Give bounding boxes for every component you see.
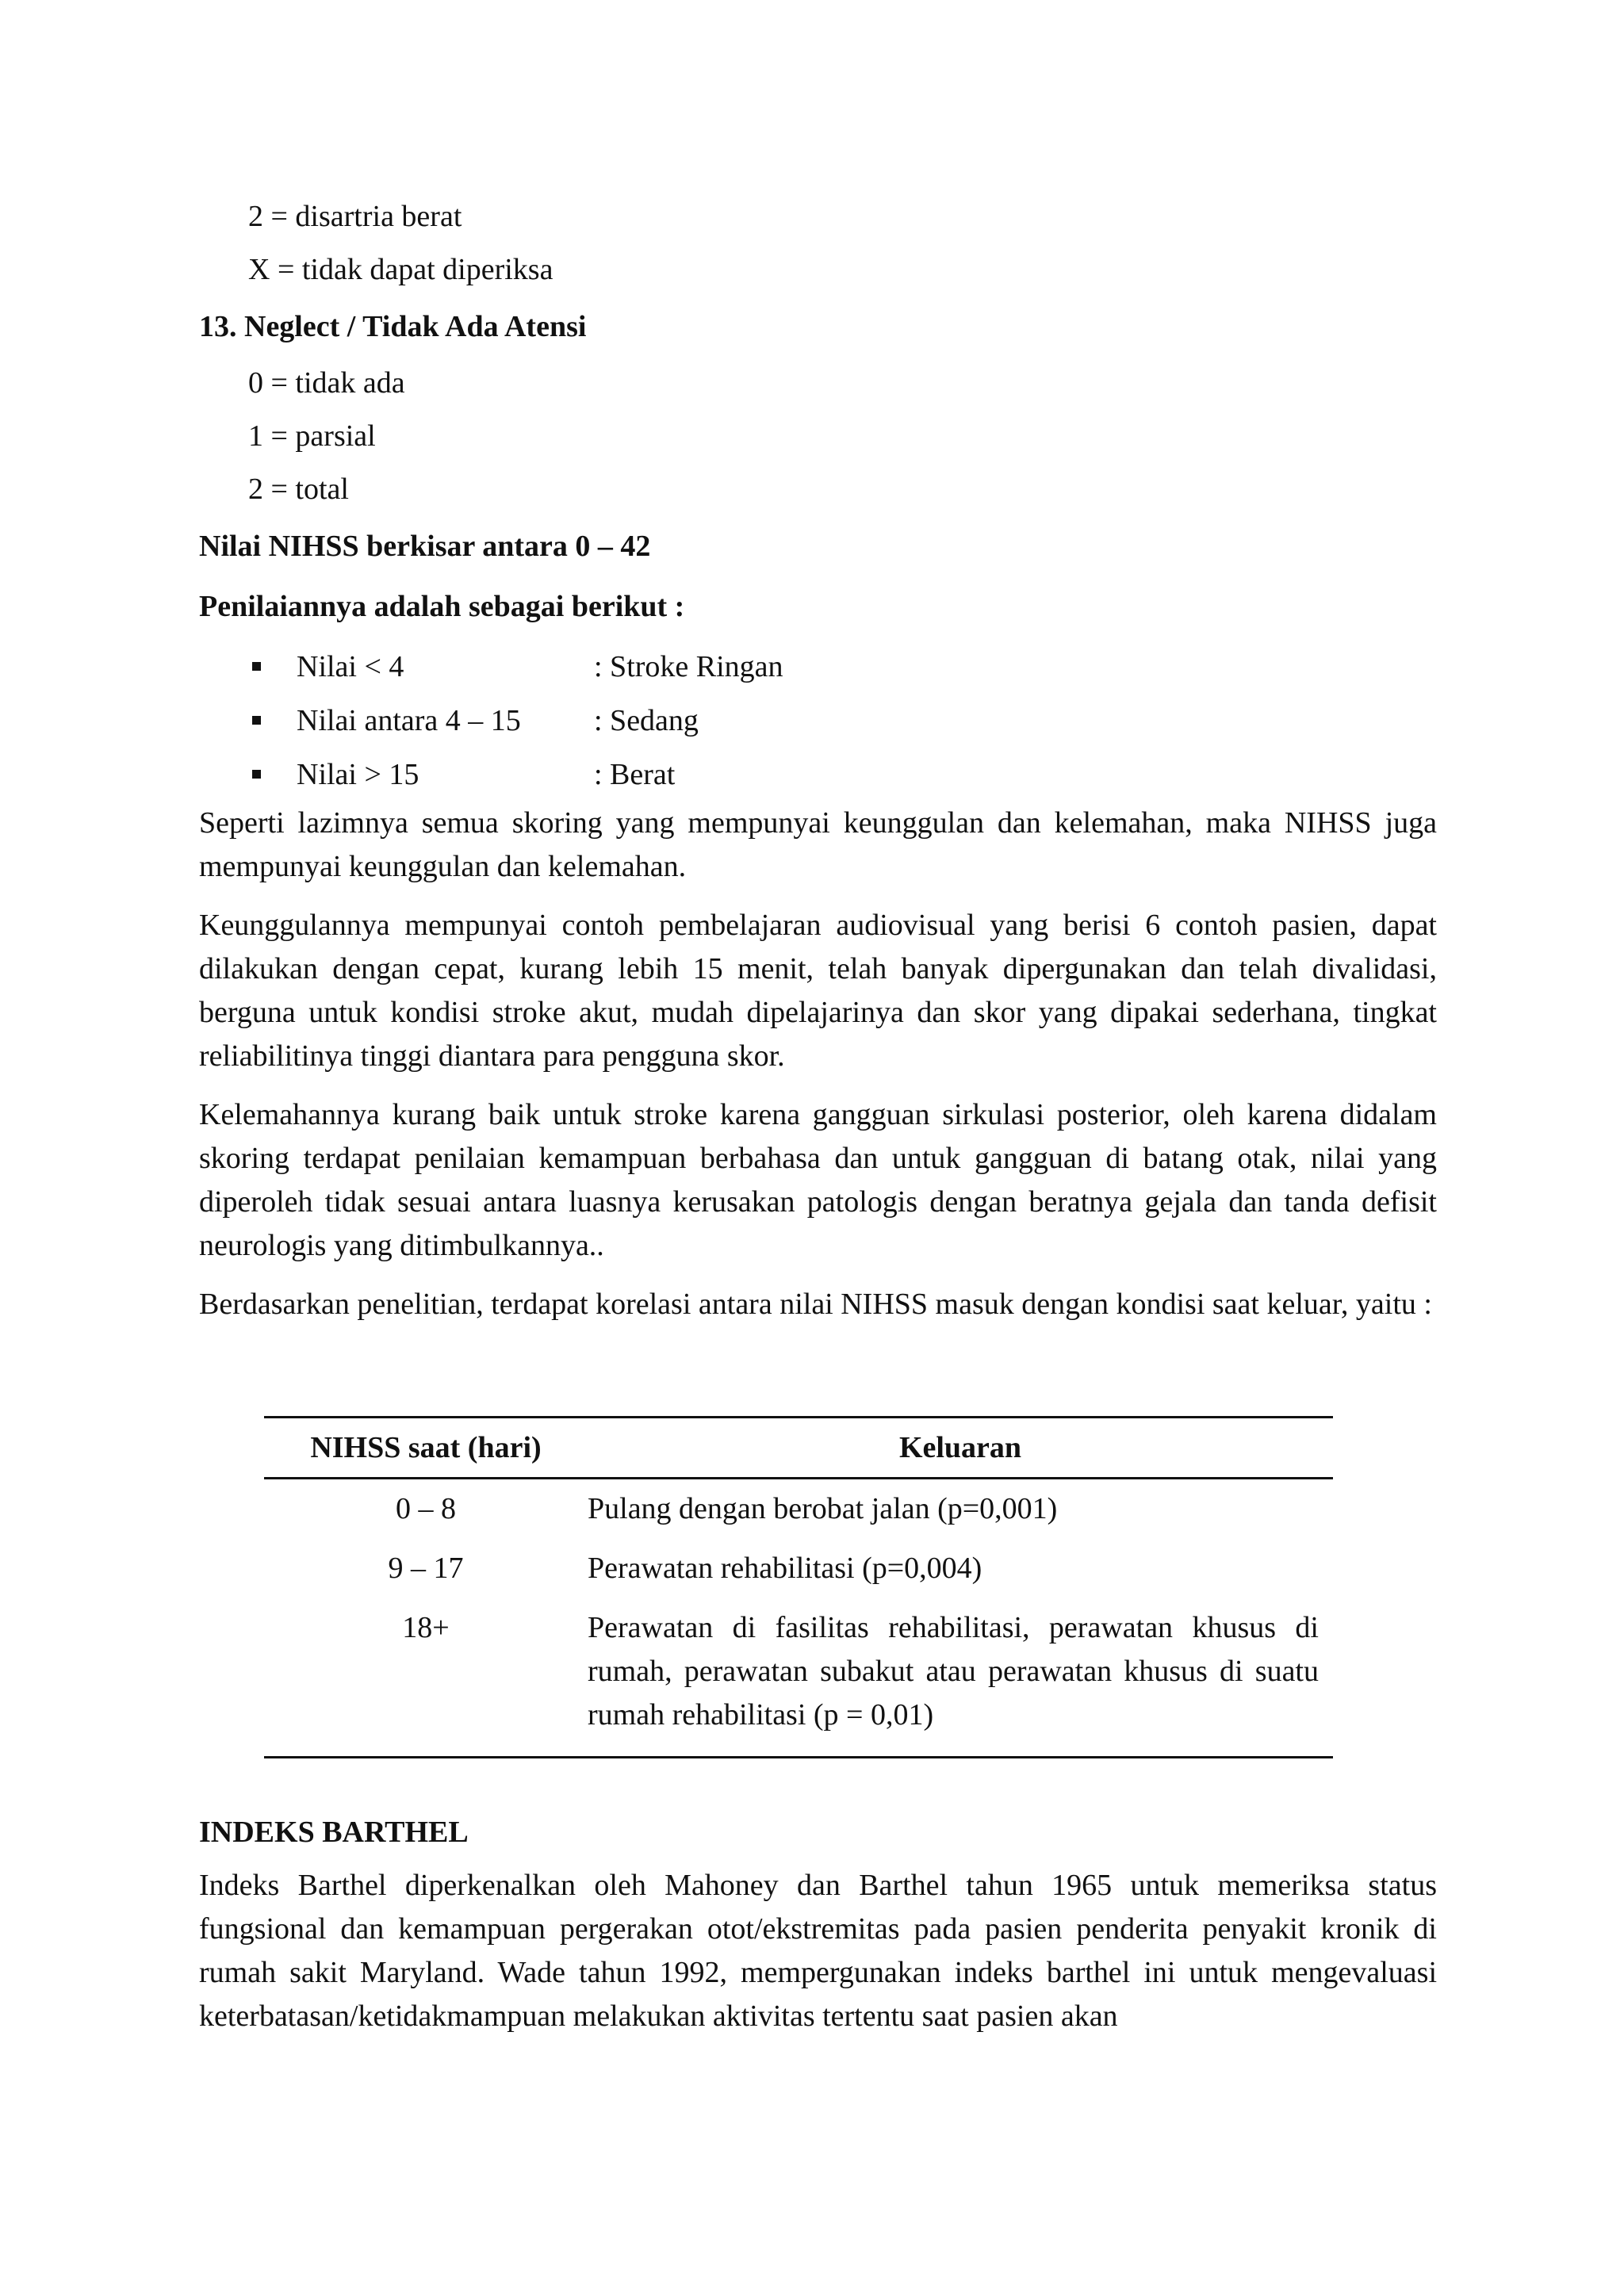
table-cell: Perawatan di fasilitas rehabilitasi, perawatan khusus di rumah, perawatan subakut atau perawatan khusus di suatu rumah rehabilitasi (p = 0,01) — [588, 1598, 1333, 1758]
severity-item — [199, 748, 1437, 802]
severity-item — [199, 694, 1437, 748]
item-13-options — [199, 357, 1437, 516]
paragraph: Kelemahannya kurang baik untuk stroke karena gangguan sirkulasi posterior, oleh karena didalam skoring terdapat penilaian kemampuan berbahasa dan untuk gangguan di batang otak, nilai yang diperoleh tidak sesuai antara luasnya kerusakan patologis dengan beratnya gejala dan tanda defisit neurologis yang ditimbulkannya.. — [199, 1098, 1437, 1262]
nihss-outcome-table — [264, 1416, 1333, 1758]
table-cell: Pulang dengan berobat jalan (p=0,001) — [588, 1492, 1058, 1525]
item-13-heading: 13. Neglect / Tidak Ada Atensi — [199, 310, 587, 343]
severity-item — [199, 640, 1437, 694]
severity-label: Nilai < 4 — [297, 650, 404, 683]
table-header-cell: Keluaran — [588, 1418, 1333, 1479]
score-line: 1 = parsial — [248, 419, 376, 453]
paragraph: Seperti lazimnya semua skoring yang mempunyai keunggulan dan kelemahan, maka NIHSS juga mempunyai keunggulan dan kelemahan. — [199, 806, 1437, 883]
table-row — [264, 1479, 1333, 1540]
paragraph: Keunggulannya mempunyai contoh pembelajaran audiovisual yang berisi 6 contoh pasien, dapat dilakukan dengan cepat, kurang lebih 15 menit, telah banyak dipergunakan dan telah divalidasi, berguna untuk kondisi stroke akut, mudah dipelajarinya dan skor yang dipakai sederhana, tingkat reliabilitinya tinggi diantara para pengguna skor. — [199, 909, 1437, 1073]
assessment-heading: Penilaiannya adalah sebagai berikut : — [199, 590, 685, 623]
nihss-range-heading: Nilai NIHSS berkisar antara 0 – 42 — [199, 530, 651, 563]
section-title: INDEKS BARTHEL — [199, 1816, 469, 1849]
table-cell: 18+ — [264, 1598, 588, 1758]
severity-value: : Berat — [594, 758, 676, 791]
square-bullet-icon — [252, 662, 261, 671]
table-header-row — [264, 1418, 1333, 1479]
severity-label: Nilai > 15 — [297, 758, 419, 791]
table-header-cell: NIHSS saat (hari) — [264, 1418, 588, 1479]
score-line: 0 = tidak ada — [248, 366, 405, 400]
score-line: X = tidak dapat diperiksa — [248, 253, 553, 286]
severity-value: : Sedang — [594, 704, 699, 737]
paragraph: Berdasarkan penelitian, terdapat korelasi antara nilai NIHSS masuk dengan kondisi saat keluar, yaitu : — [199, 1288, 1432, 1321]
score-line: 2 = disartria berat — [248, 200, 462, 233]
document-page — [199, 190, 1437, 2053]
score-line: 2 = total — [248, 473, 349, 506]
severity-value: : Stroke Ringan — [594, 650, 783, 683]
square-bullet-icon — [252, 716, 261, 725]
severity-list — [199, 640, 1437, 802]
square-bullet-icon — [252, 770, 261, 779]
table-cell: 9 – 17 — [388, 1552, 464, 1585]
table-cell: 0 – 8 — [396, 1492, 456, 1525]
paragraph: Indeks Barthel diperkenalkan oleh Mahoney dan Barthel tahun 1965 untuk memeriksa status fungsional dan kemampuan pergerakan otot/ekstremitas pada pasien penderita penyakit kronik di rumah sakit Maryland. Wade tahun 1992, mempergunakan indeks barthel ini untuk mengevaluasi keterbatasan/ketidakmampuan melakukan aktivitas tertentu saat pasien akan — [199, 1869, 1437, 2033]
table-row — [264, 1539, 1333, 1598]
table-row — [264, 1598, 1333, 1758]
table-cell: Perawatan rehabilitasi (p=0,004) — [588, 1552, 982, 1585]
severity-label: Nilai antara 4 – 15 — [297, 704, 521, 737]
